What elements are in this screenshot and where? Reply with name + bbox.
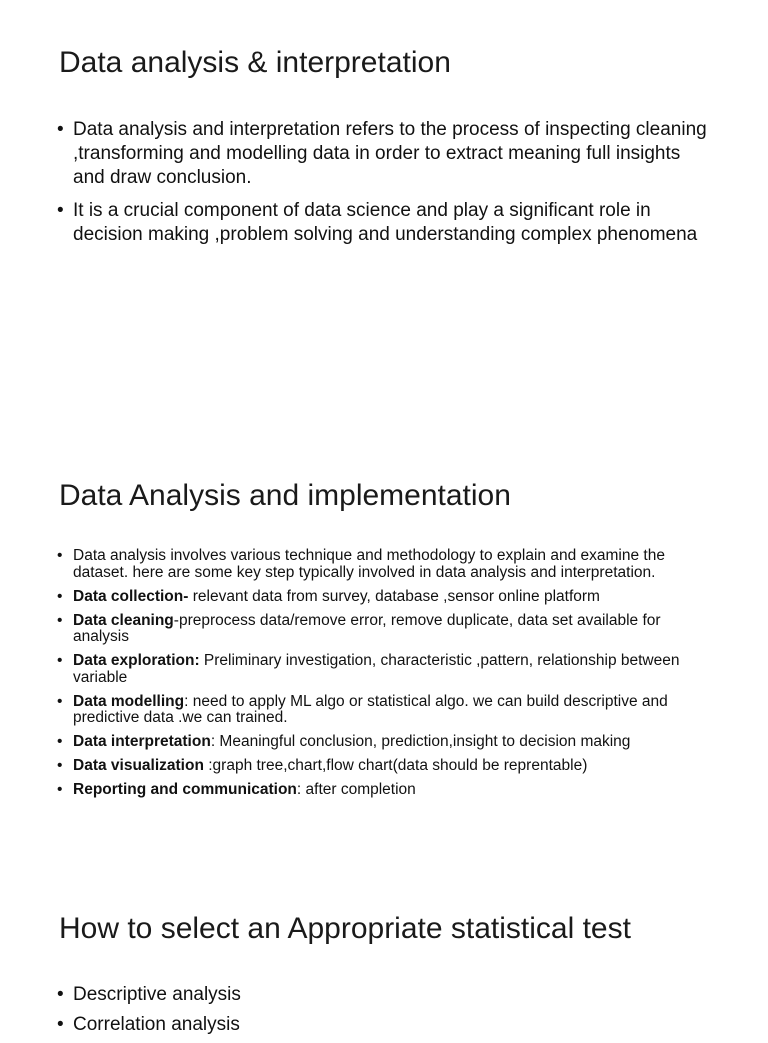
- bullet-text: Data analysis involves various technique and methodology to explain and examine the dataset. here are some key step typically involved in data analysis and interpretation.: [73, 547, 665, 581]
- slide-title: Data analysis & interpretation: [59, 46, 451, 79]
- bullet-item: [56, 653, 716, 686]
- bullet-item: [56, 548, 716, 581]
- bullet-list: [56, 983, 716, 1043]
- bullet-text: relevant data from survey, database ,sensor online platform: [188, 587, 600, 605]
- bullet-term: Data cleaning: [73, 611, 174, 629]
- slide-title: Data Analysis and implementation: [59, 479, 511, 512]
- bullet-text: : Meaningful conclusion, prediction,insight to decision making: [210, 733, 631, 750]
- bullet-term: Data visualization: [73, 757, 204, 774]
- slide-title: How to select an Appropriate statistical test: [59, 912, 631, 945]
- bullet-item: • Correlation analysis: [56, 1013, 716, 1037]
- bullet-item: • It is a crucial component of data science and play a significant role in decision making ,problem solving and understanding complex phenomena: [56, 199, 716, 247]
- bullet-text: : after completion: [296, 781, 416, 798]
- bullet-term: Data collection-: [73, 587, 189, 605]
- bullet-text: : need to apply ML algo or statistical algo. we can build descriptive and predictive data .we can trained.: [73, 692, 668, 726]
- bullet-item: [56, 694, 716, 727]
- bullet-term: Data interpretation: [73, 733, 211, 750]
- bullet-list: [56, 118, 716, 256]
- bullet-item: [56, 589, 716, 606]
- bullet-item: • Data analysis and interpretation refers to the process of inspecting cleaning ,transforming and modelling data in order to extract meaning full insights and draw conclusion.: [56, 118, 716, 190]
- bullet-text: -preprocess data/remove error, remove duplicate, data set available for analysis: [73, 611, 661, 645]
- bullet-item: [56, 613, 716, 646]
- bullet-text: Preliminary investigation, characteristic ,pattern, relationship between variable: [73, 652, 680, 686]
- bullet-list: [56, 548, 716, 806]
- bullet-item: [56, 758, 716, 775]
- bullet-text: :graph tree,chart,flow chart(data should be reprentable): [203, 757, 588, 774]
- bullet-term: Reporting and communication: [73, 781, 297, 798]
- bullet-item: • Descriptive analysis: [56, 983, 716, 1007]
- bullet-term: Data modelling: [73, 692, 185, 710]
- bullet-item: [56, 782, 716, 799]
- bullet-term: Data exploration:: [73, 652, 200, 669]
- bullet-item: [56, 734, 716, 751]
